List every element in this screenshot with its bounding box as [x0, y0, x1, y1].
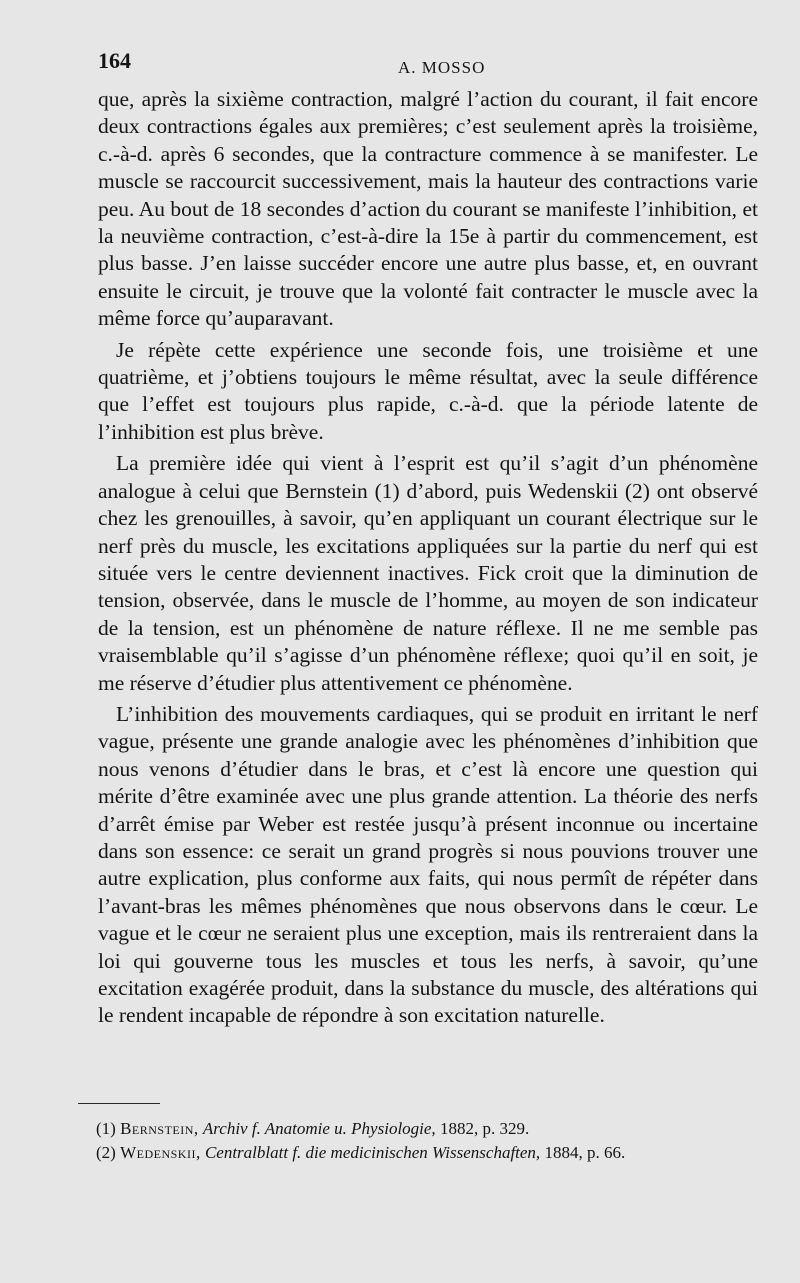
running-head: A. MOSSO [398, 58, 486, 77]
paragraph: L’inhibition des mouvements cardiaques, qui se produit en irritant le nerf vague, présente une grande analogie avec les phénomènes d’inhibition que nous venons d’étudier dans le bras, et c’est là encore une question qui mérite d’être examinée avec une plus grande attention. La théorie des nerfs d’arrêt émise par Weber est restée jusqu’à présent inconnue ou incertaine dans son essence: ce serait un grand progrès si nous pouvions trouver une autre explication, plus conforme aux faits, qui nous permît de répéter dans l’avant-bras les mêmes phénomènes que nous observons dans le cœur. Le vague et le cœur ne seraient plus une exception, mais ils rentreraient dans la loi qui gouverne tous les muscles et tous les nerfs, à savoir, qu’une excitation exagérée produit, dans la substance du muscle, des altérations qui le rendent incapable de répondre à son excitation naturelle. [98, 701, 758, 1028]
footnote-divider [78, 1103, 160, 1104]
page-number: 164 [98, 48, 131, 73]
footnotes [96, 1117, 756, 1165]
footnote-author: Wedenskii, [120, 1143, 201, 1162]
footnote-author: Bernstein, [120, 1119, 199, 1138]
footnote-marker: (2) [96, 1143, 116, 1162]
footnote [96, 1117, 756, 1141]
footnote-title: Archiv f. Anatomie u. Physiologie, [202, 1119, 436, 1138]
page-header [98, 48, 750, 78]
footnote-detail: 1884, p. 66. [544, 1143, 626, 1162]
paragraph: que, après la sixième contraction, malgré l’action du courant, il fait encore deux contractions égales aux premières; c’est seulement après la troisième, c.-à-d. après 6 secondes, que la contracture commence à se manifester. Le muscle se raccourcit successivement, mais la hauteur des contractions varie peu. Au bout de 18 secondes d’action du courant se manifeste l’inhibition, et la neuvième contraction, c’est-à-dire la 15e à partir du commencement, est plus basse. J’en laisse succéder encore une autre plus basse, et, en ouvrant ensuite le circuit, je trouve que la volonté fait contracter le muscle avec la même force qu’auparavant. [98, 87, 758, 331]
footnote-title: Centralblatt f. die medicinischen Wissenschaften, [204, 1143, 541, 1162]
footnote [96, 1141, 756, 1165]
paragraph: La première idée qui vient à l’esprit est qu’il s’agit d’un phénomène analogue à celui que Bernstein (1) d’abord, puis Wedenskii (2) ont observé chez les grenouilles, à savoir, qu’en appliquant un courant électrique sur le nerf près du muscle, les excitations appliquées sur la partie du nerf qui est située vers le centre deviennent inactives. Fick croit que la diminution de tension, observée, dans le muscle de l’homme, au moyen de son indicateur de la tension, est un phénomène de nature réflexe. Il ne me semble pas vraisemblable qu’il s’agisse d’un phénomène réflexe; quoi qu’il en soit, je me réserve d’étudier plus attentivement ce phénomène. [98, 451, 758, 695]
body-text [98, 86, 758, 1034]
paragraph: Je répète cette expérience une seconde fois, une troisième et une quatrième, et j’obtiens toujours le même résultat, avec la seule différence que l’effet est toujours plus rapide, c.-à-d. que la période latente de l’inhibition est plus brève. [98, 337, 758, 444]
footnote-detail: 1882, p. 329. [439, 1119, 530, 1138]
footnote-marker: (1) [96, 1119, 116, 1138]
